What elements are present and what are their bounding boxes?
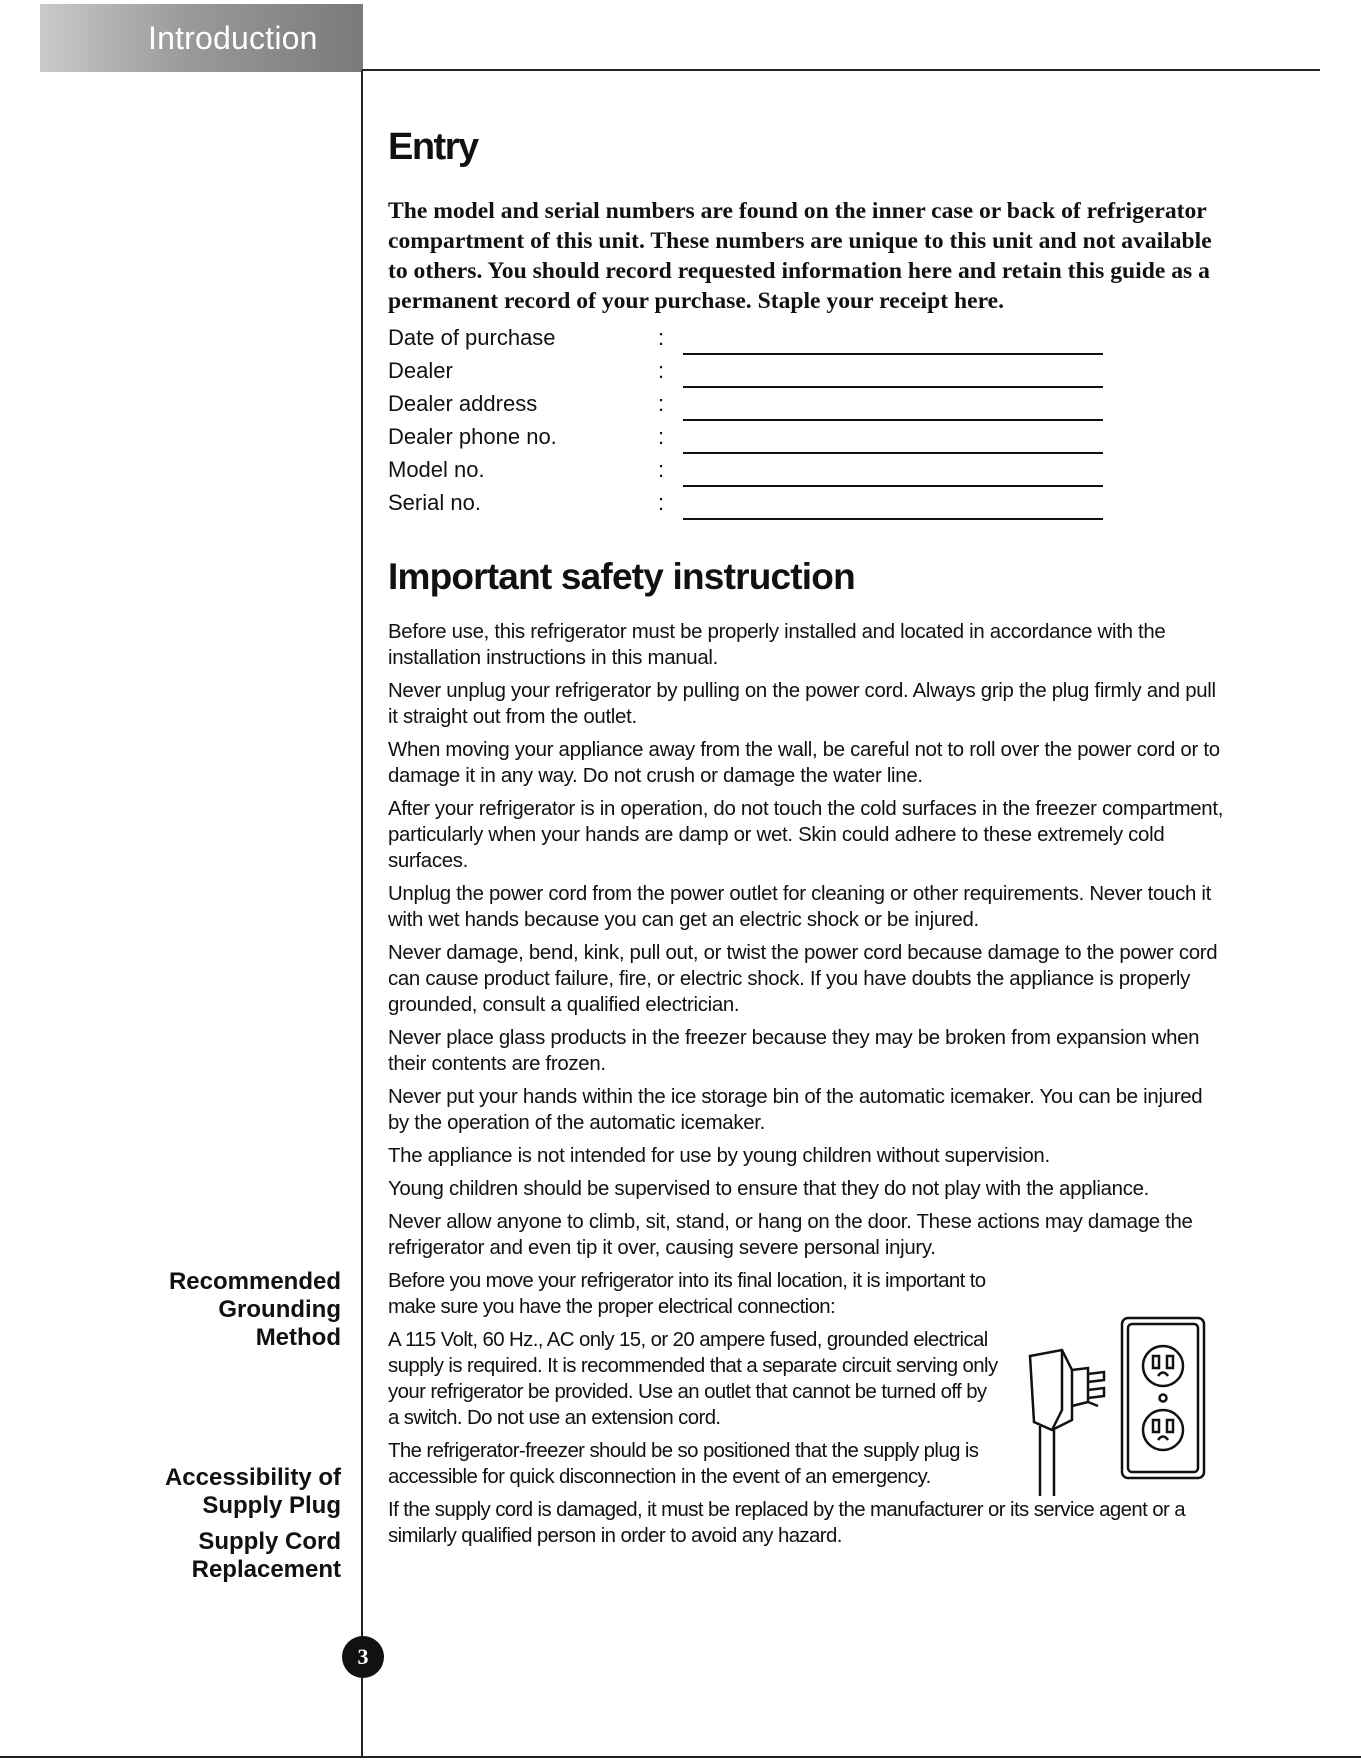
heading-line: Supply Cord — [198, 1528, 341, 1555]
supply-cord-heading — [192, 1528, 341, 1584]
dealer-label: Dealer — [388, 358, 453, 383]
safety-paragraph: Never put your hands within the ice storage bin of the automatic icemaker. You can be injured by the operation of the automatic icemaker. — [388, 1086, 1203, 1134]
form-row — [388, 455, 1108, 488]
form-row — [388, 488, 1108, 521]
safety-paragraph: When moving your appliance away from the wall, be careful not to roll over the power cord or to damage it in any way. Do not crush or damage the water line. — [388, 739, 1220, 787]
model-no-blank[interactable] — [683, 485, 1103, 487]
footer-rule — [0, 1756, 1361, 1758]
form-row — [388, 323, 1108, 356]
model-no-label: Model no. — [388, 457, 485, 482]
section-tab-label: Introduction — [148, 20, 318, 56]
field-separator: : — [658, 457, 665, 482]
field-separator: : — [658, 325, 665, 350]
safety-paragraph: Never damage, bend, kink, pull out, or twist the power cord because damage to the power cord can cause product failure, fire, or electric shock. If you have doubts the appliance is properly grounded, consult a qualified electrician. — [388, 942, 1218, 1016]
safety-paragraph: Never place glass products in the freezer because they may be broken from expansion when their contents are frozen. — [388, 1027, 1200, 1075]
serial-no-label: Serial no. — [388, 490, 481, 515]
grounding-paragraph: Before you move your refrigerator into its final location, it is important to make sure you have the proper electrical connection: — [388, 1270, 986, 1318]
margin-rule — [361, 70, 363, 1756]
safety-paragraph: Young children should be supervised to ensure that they do not play with the appliance. — [388, 1178, 1149, 1200]
entry-intro: The model and serial numbers are found on the inner case or back of refrigerator compartment of this unit. These numbers are unique to this unit and not available to others. You should record requested information here and retain this guide as a permanent record of your purchase. Staple your receipt here. — [388, 198, 1212, 314]
safety-paragraphs — [388, 619, 1228, 1268]
heading-line: Replacement — [191, 1556, 341, 1583]
grounding-method-heading — [169, 1268, 341, 1352]
accessibility-paragraph: The refrigerator-freezer should be so positioned that the supply plug is accessible for quick disconnection in the event of an emergency. — [388, 1440, 979, 1488]
field-separator: : — [658, 424, 665, 449]
entry-title: Entry — [388, 126, 478, 168]
dealer-address-label: Dealer address — [388, 391, 538, 416]
grounding-paragraph: A 115 Volt, 60 Hz., AC only 15, or 20 ampere fused, grounded electrical supply is required. It is recommended that a separate circuit serving only your refrigerator be provided. Use an outlet that cannot be turned off by a switch. Do not use an extension cord. — [388, 1329, 998, 1429]
form-row — [388, 356, 1108, 389]
serial-no-blank[interactable] — [683, 518, 1103, 520]
heading-line: Accessibility of — [164, 1464, 341, 1491]
heading-line: Grounding — [218, 1296, 341, 1323]
heading-line: Method — [255, 1324, 341, 1351]
section-tab — [40, 4, 363, 72]
safety-title: Important safety instruction — [388, 556, 855, 597]
form-row — [388, 389, 1108, 422]
dealer-blank[interactable] — [683, 386, 1103, 388]
field-separator: : — [658, 358, 665, 383]
page-number: 3 — [342, 1636, 384, 1678]
grounded-outlet-illustration — [1022, 1310, 1222, 1500]
heading-line: Recommended — [168, 1268, 341, 1295]
field-separator: : — [658, 391, 665, 416]
purchase-record-form — [388, 323, 1108, 521]
dealer-phone-label: Dealer phone no. — [388, 424, 557, 449]
header-rule — [362, 69, 1320, 71]
form-row — [388, 422, 1108, 455]
safety-paragraph: The appliance is not intended for use by young children without supervision. — [388, 1145, 1050, 1167]
cord-replacement-paragraph: If the supply cord is damaged, it must be replaced by the manufacturer or its service agent or a similarly qualified person in order to avoid any hazard. — [388, 1499, 1185, 1547]
dealer-phone-blank[interactable] — [683, 452, 1103, 454]
date-of-purchase-blank[interactable] — [683, 353, 1103, 355]
safety-paragraph: Unplug the power cord from the power outlet for cleaning or other requirements. Never touch it with wet hands because you can get an electric shock or be injured. — [388, 883, 1211, 931]
safety-paragraph: Never allow anyone to climb, sit, stand, or hang on the door. These actions may damage the refrigerator and even tip it over, causing severe personal injury. — [388, 1211, 1193, 1259]
date-of-purchase-label: Date of purchase — [388, 325, 556, 350]
field-separator: : — [658, 490, 665, 515]
dealer-address-blank[interactable] — [683, 419, 1103, 421]
safety-paragraph: Never unplug your refrigerator by pulling on the power cord. Always grip the plug firmly and pull it straight out from the outlet. — [388, 680, 1216, 728]
safety-paragraph: Before use, this refrigerator must be properly installed and located in accordance with the installation instructions in this manual. — [388, 621, 1166, 669]
safety-paragraph: After your refrigerator is in operation, do not touch the cold surfaces in the freezer compartment, particularly when your hands are damp or wet. Skin could adhere to these extremely cold surfaces. — [388, 798, 1224, 872]
accessibility-heading — [165, 1464, 341, 1520]
heading-line: Supply Plug — [202, 1492, 341, 1519]
